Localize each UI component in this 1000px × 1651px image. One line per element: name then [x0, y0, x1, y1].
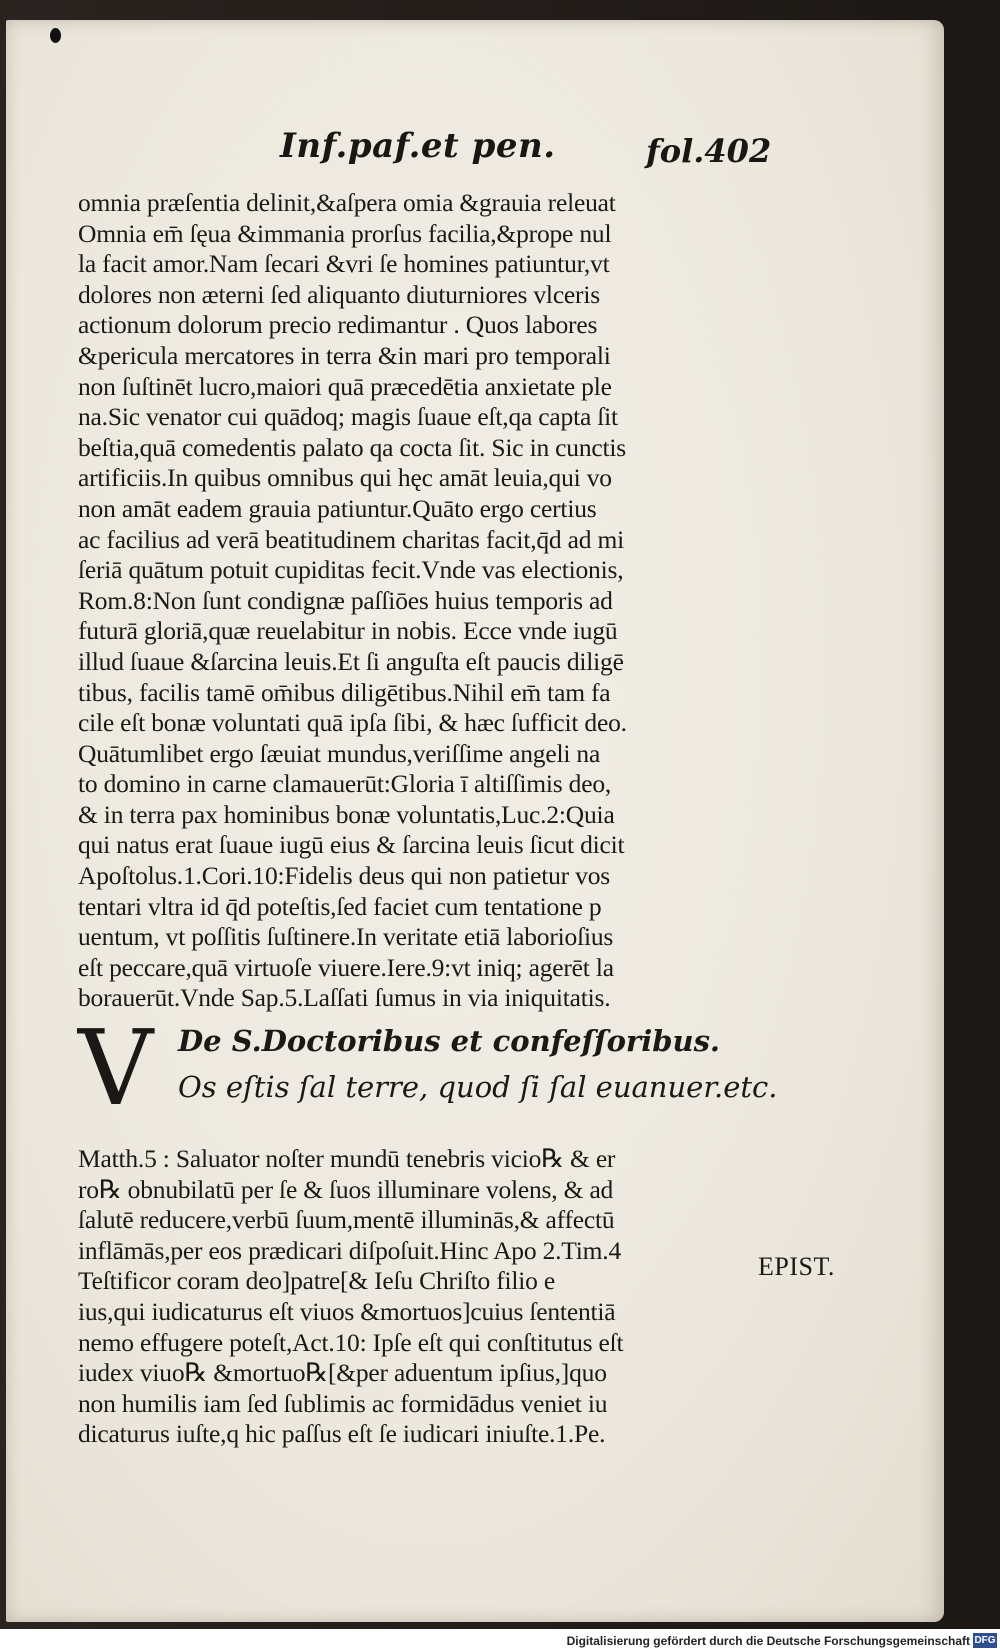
- text-block: [78, 188, 778, 1450]
- text-line: omnia præſentia delinit,&aſpera omia &grauia releuat: [78, 188, 616, 217]
- text-line: ro℞ obnubilatū per ſe & ſuos illuminare volens, & ad: [78, 1174, 614, 1204]
- text-line: Apoſtolus.1.Cori.10:Fidelis deus qui non patietur vos: [78, 861, 610, 891]
- text-line: & in terra pax hominibus bonæ voluntatis,Luc.2:Quia: [78, 799, 615, 829]
- text-line: dicaturus iuſte,q hic paſſus eſt ſe iudicari iniuſte.1.Pe.: [78, 1419, 606, 1449]
- folio-number: fol.402: [646, 132, 772, 170]
- funding-credit: Digitalisierung gefördert durch die Deutsche Forschungsgemeinschaft: [566, 1634, 970, 1648]
- binding-hole: [50, 28, 61, 43]
- text-line: Teſtificor coram deo]patre[& Ieſu Chriſto filio e: [78, 1266, 555, 1296]
- digitization-footer: [0, 1629, 1000, 1651]
- text-line: non amāt eadem grauia patiuntur.Quāto ergo certius: [78, 493, 597, 523]
- section-quote: Os eſtis ſal terre, quod ſi ſal euanuer.etc.: [178, 1070, 778, 1105]
- text-line: ſalutē reducere,verbū ſuum,mentē illuminās,& affectū: [78, 1205, 615, 1235]
- text-line: uentum, vt poſſitis ſuſtinere.In veritate etiā laborioſius: [78, 922, 614, 952]
- body-paragraph: [78, 188, 750, 1014]
- text-line: to domino in carne clamauerūt:Gloria ī altiſſimis deo,: [78, 769, 612, 799]
- text-line: Rom.8:Non ſunt condignæ paſſiōes huius temporis ad: [78, 585, 613, 615]
- book-page: [6, 20, 944, 1622]
- text-line: borauerūt.Vnde Sap.5.Laſſati ſumus in via iniquitatis.: [78, 983, 611, 1013]
- text-line: Matth.5 : Saluator noſter mundū tenebris vicio℞ & er: [78, 1144, 616, 1174]
- text-line: beſtia,quā comedentis palato qa cocta ſit. Sic in cunctis: [78, 432, 627, 462]
- text-line: nemo effugere poteſt,Act.10: Ipſe eſt qui conſtitutus eſt: [78, 1327, 624, 1357]
- text-line: actionum dolorum precio redimantur . Quos labores: [78, 310, 598, 340]
- text-line: non humilis iam ſed ſublimis ac formidādus veniet iu: [78, 1388, 608, 1418]
- text-line: inflāmās,per eos prædicari diſpoſuit.Hinc Apo 2.Tim.4: [78, 1235, 622, 1265]
- text-line: dolores non æterni ſed aliquanto diuturniores vlceris: [78, 279, 600, 309]
- text-line: tentari vltra id q̄d poteſtis,ſed faciet cum tentatione p: [78, 891, 602, 921]
- section-paragraph: [78, 1144, 750, 1450]
- text-line: la facit amor.Nam ſecari &vri ſe homines patiuntur,vt: [78, 249, 610, 279]
- text-line: &pericula mercatores in terra &in mari pro temporali: [78, 340, 611, 370]
- text-line: ſeriā quātum potuit cupiditas fecit.Vnde vas electionis,: [78, 555, 624, 585]
- text-line: ius,qui iudicaturus eſt viuos &mortuos]cuius ſententiā: [78, 1297, 616, 1326]
- margin-note: EPIST.: [758, 1252, 835, 1281]
- dfg-logo-icon: DFG: [974, 1635, 996, 1646]
- text-line: non ſuſtinēt lucro,maiori quā præcedētia anxietate ple: [78, 371, 612, 401]
- running-head: Inf.paf.et pen.: [280, 126, 556, 166]
- text-line: eſt peccare,quā virtuoſe viuere.Iere.9:vt iniq; agerēt la: [78, 952, 614, 982]
- text-line: iudex viuo℞ &mortuo℞[&per aduentum ipſius,]quo: [78, 1358, 607, 1388]
- text-line: na.Sic venator cui quādoq; magis ſuaue eſt,qa capta ſit: [78, 402, 618, 432]
- text-line: qui natus erat ſuaue iugū eius & ſarcina leuis ſicut dicit: [78, 830, 625, 860]
- section-heading: [78, 1007, 778, 1144]
- text-line: illud ſuaue &ſarcina leuis.Et ſi anguſta eſt paucis diligē: [78, 646, 624, 676]
- text-line: cile eſt bonæ voluntati quā ipſa ſibi, & hæc ſufficit deo.: [78, 708, 627, 738]
- text-line: tibus, facilis tamē om̄ibus diligētibus.Nihil em̄ tam fa: [78, 677, 611, 707]
- text-line: Omnia em̄ ſęua &immania prorſus facilia,&prope nul: [78, 218, 612, 248]
- decorated-initial: V: [78, 1007, 154, 1130]
- text-line: artificiis.In quibus omnibus qui hęc amāt leuia,qui vo: [78, 463, 612, 493]
- text-line: Quātumlibet ergo ſæuiat mundus,veriſſime angeli na: [78, 738, 601, 768]
- text-line: futurā gloriā,quæ reuelabitur in nobis. Ecce vnde iugū: [78, 616, 618, 646]
- section-title: De S.Doctoribus et confeſſoribus.: [178, 1024, 720, 1059]
- text-line: ac facilius ad verā beatitudinem charitas facit,q̄d ad mi: [78, 524, 625, 554]
